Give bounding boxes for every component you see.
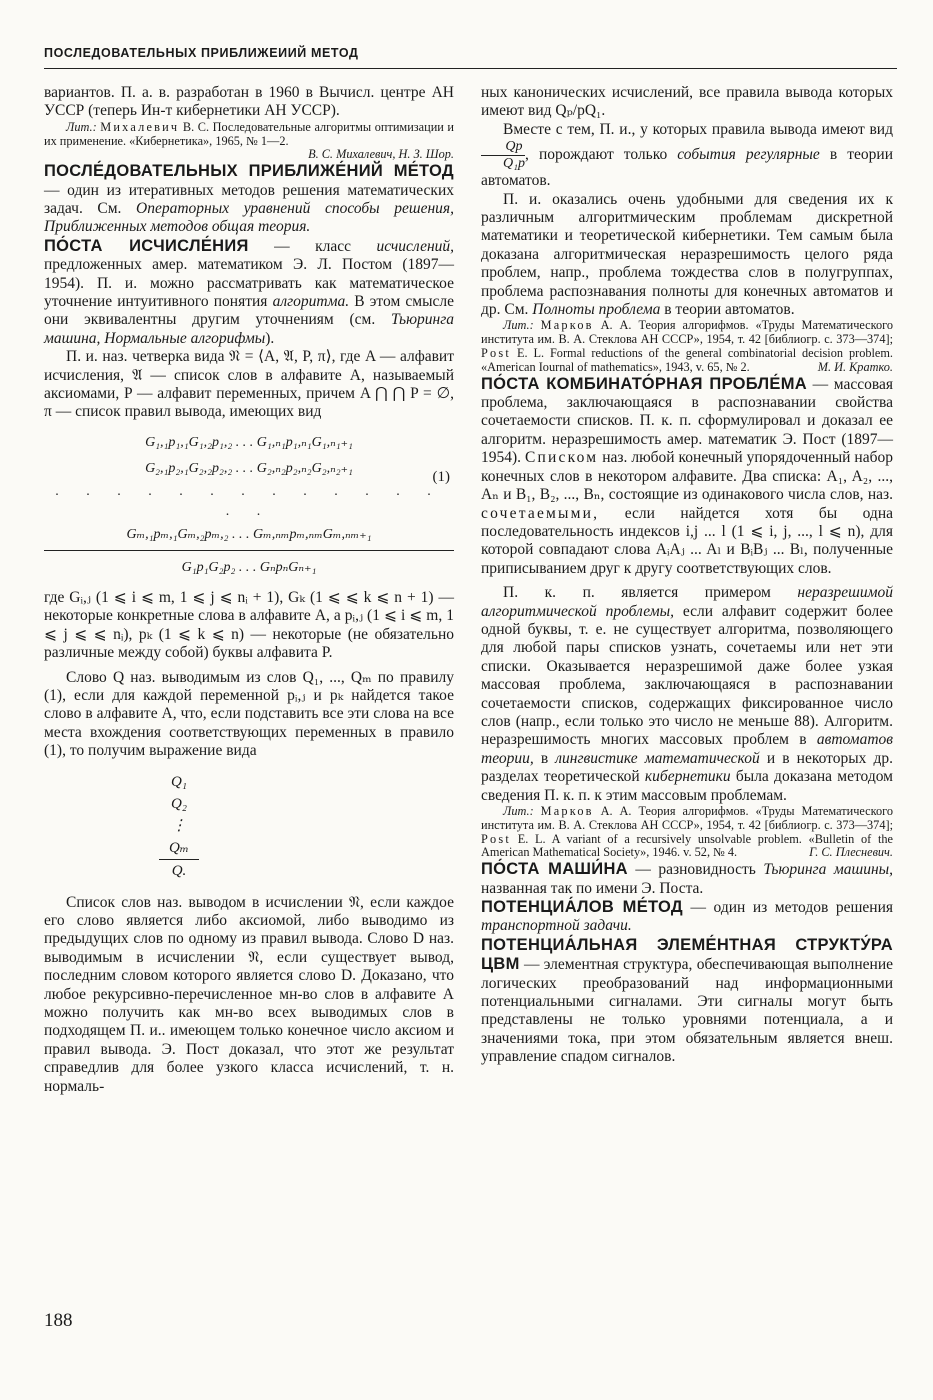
formula-row: Gₘ,₁pₘ,₁Gₘ,₂pₘ,₂ . . . Gₘ,ₙₘpₘ,ₙₘGₘ,ₙₘ₊₁ xyxy=(126,526,372,542)
paragraph: П. и. наз. четверка вида 𝔑 = ⟨A, 𝔄, P, π⟩, где A — алфавит исчисления, 𝔄 — список слов в алфавите A, называемый аксиомами, P — алфавит переменных, причем A ⋂ ⋂ P = ∅, π — список правил вывода, имеющих вид xyxy=(44,348,454,421)
cross-reference: события регулярные xyxy=(677,146,820,164)
headword: ПО́СТА ИСЧИСЛЕ́НИЯ xyxy=(44,236,249,255)
fraction-line xyxy=(44,550,454,551)
entry-post-combinatorial-problem: ПО́СТА КОМБИНАТО́РНАЯ ПРОБЛЕ́МА — массовая проблема, заключающаяся в распознавании свойства сочетаемости списков. П. к. п. сформулировал и доказал ее алгоритм. неразрешимость амер. математик Э. Пост (1897—1954). Списком наз. любой конечный упорядоченный набор конечных слов в некотором алфавите. Два списка: A₁, A₂, ..., Aₙ и B₁, B₂, ..., Bₙ, состоящие из одинакового числа слов, наз. сочетаемыми, если найдется хотя бы одна последовательность индексов i,j ... l (1 ⩽ i, j, ..., l ⩽ n), для которой совпадают слова AᵢAⱼ ... Aₗ и BᵢBⱼ ... Bₗ, получeнные приписыванием друг к другу соответствующих слов. xyxy=(481,374,893,577)
entry-text: ). xyxy=(265,329,275,347)
entry-text: — класс xyxy=(248,237,377,255)
header-rule xyxy=(44,68,897,69)
stack-item: Qₘ xyxy=(168,839,190,856)
entry-text: В этом смысле они эквивалентны другим уточнениям (см. xyxy=(44,293,454,329)
paragraph: Список слов наз. выводом в исчислении 𝔑, если каждое его слово является либо аксиомой, либо выводимо из предыдущих слов по одному из правил вывода. Слово D наз. выводимым в исчислении 𝔑, если существует вывод, последним словом которого является слово D. Доказано, что любое рекурсивно-перечисленное мн-во слов в алфавите A можно получить как мн-во всех выводимых слов в подходящем П. и.. имеющем только конечное число аксиом и правил вывода. Э. Пост доказал, что этот же результат справедлив для более узкого класса исчислений, т. н. нормаль- xyxy=(44,893,454,1095)
cross-reference: Операторных уравнений способы решения, Приближенных методов общая теория. xyxy=(44,200,454,236)
headword: ПОТЕНЦИА́ЛОВ МЕ́ТОД xyxy=(481,898,683,916)
entry-post-machine: ПО́СТА МАШИ́НА — разновидность Тьюринга машины, названная так по имени Э. Поста. xyxy=(481,860,894,897)
entry-text: предложенных амер. математиком Э. Л. Постом (1897—1954). П. и. можно рассматривать как математическое уточнение интуитивного понятия xyxy=(44,256,454,311)
cross-reference: Тьюринга машина, Нормальные алгорифмы xyxy=(44,311,454,347)
running-head: ПОСЛЕДОВАТЕЛЬНЫХ ПРИБЛИЖЕИИЙ МЕТОД xyxy=(44,46,359,60)
lit-label: Лит.: xyxy=(66,119,97,134)
cross-reference: алгоритма. xyxy=(272,293,350,311)
formula-denominator: G₁p₁G₂p₂ . . . GₙpₙGₙ₊₁ xyxy=(181,559,317,575)
entry-post-calculus xyxy=(44,237,454,348)
left-column xyxy=(44,84,454,1096)
author-signature: М. И. Кратко. xyxy=(817,359,893,374)
derivation-stack xyxy=(104,771,254,882)
page-number: 188 xyxy=(44,1310,73,1331)
bibliography: Лит.: Марков А. А. Теория алгорифмов. «Труды Математического института им. В. А. Стеклова АН СССР», 1954, т. 42 [библиогр. с. 373—374]; Post E. L. A variant of a recursively unsolvable problem. «Bulletin of the American Mathematical Society», 1946. v. 52, № 4. Г. С. Плесневич. xyxy=(481,804,893,860)
inference-rule-formula xyxy=(44,430,454,581)
formula-row: G₁,₁p₁,₁G₁,₂p₁,₂ . . . G₁,ₙ₁p₁,ₙ₁G₁,ₙ₁₊₁ xyxy=(145,434,353,450)
author-signature: Г. С. Плесневич. xyxy=(809,845,893,860)
headword: ПО́СТА КОМБИНАТО́РНАЯ ПРОБЛЕ́МА xyxy=(481,374,807,393)
paragraph: вариантов. П. а. в. разработан в 1960 в Вычисл. центре АН УССР (теперь Ин-т кибернетики АН УССР). xyxy=(44,84,454,120)
headword: ПОСЛЕ́ДОВАТЕЛЬНЫХ ПРИБЛИЖЕ́НИЙ МЕ́ТОД xyxy=(44,162,454,181)
cross-reference: исчислений, xyxy=(376,237,455,255)
stack-item: Q₁ xyxy=(170,773,188,790)
formula-dots: . . . . . . . . . . . . . . . xyxy=(55,483,443,519)
cross-reference: Полноты проблема xyxy=(532,301,661,319)
paragraph: Вместе с тем, П. и., у которых правила вывода имеют вид $\frac{Qp}{\text{Q₁p}}$ , порождают только события регулярные в теории автоматов. xyxy=(481,120,893,190)
formula-row: G₂,₁p₂,₁G₂,₂p₂,₂ . . . G₂,ₙ₂p₂,ₙ₂G₂,ₙ₂₊₁ xyxy=(145,460,353,476)
paragraph: где Gᵢ,ⱼ (1 ⩽ i ⩽ m, 1 ⩽ j ⩽ nᵢ + 1), Gₖ (1 ⩽ ⩽ k ⩽ n + 1) — некоторые конкретные слова в алфавите A, а pᵢ,ⱼ (1 ⩽ i ⩽ m, 1 ⩽ j ⩽ ⩽ nᵢ), pₖ (1 ⩽ k ⩽ n) — некоторые (не обязательно различные между собой) буквы алфавита P. xyxy=(44,588,454,662)
lit-author: Михалевич xyxy=(100,119,180,134)
headword: ПОТЕНЦИА́ЛЬНАЯ ЭЛЕМЕ́НТНАЯ СТРУКТУ́РА ЦВМ xyxy=(481,935,893,974)
entry-sequential-approximation xyxy=(44,162,454,237)
entry-potential-element-structure: ПОТЕНЦИА́ЛЬНАЯ ЭЛЕМЕ́НТНАЯ СТРУКТУ́РА ЦВМ — элементная структура, обеспечивающая выполнение логических преобразований над информационными потенциальными сигналами. Эти сигналы могут быть представлены не только уровнями потенциала, а и значениями тока, при этом обязательным является внеш. управление спадом сигналов. xyxy=(481,935,893,1066)
lit-text: В. С. Последовательные алгоритмы оптимизации и их применение. «Кибернетика», 1965, № 1—2. xyxy=(44,119,455,148)
entry-text: — один из итеративных методов решения математических задач. См. xyxy=(44,181,454,218)
stack-item: Q₂ xyxy=(170,795,188,812)
author-signature: В. С. Михалевич, Н. З. Шор. xyxy=(308,147,454,162)
bibliography: Лит.: Марков А. А. Теория алгорифмов. «Труды Математического института им. В. А. Стеклова АН СССР», 1954, т. 42 [библиогр. с. 373—374]; Post E. L. Formal reductions of the general combinatorial decision problem. «American Iournal of mathematics», 1943, v. 65, № 2. М. И. Кратко. xyxy=(481,318,894,374)
right-column xyxy=(481,84,893,1067)
formula-number: (1) xyxy=(432,468,450,485)
fraction: $\frac{Qp}{\text{Q₁p}}$ xyxy=(481,139,525,172)
entry-potentials-method: ПОТЕНЦИА́ЛОВ МЕ́ТОД — один из методов решения транспортной задачи. xyxy=(481,898,893,935)
bibliography xyxy=(44,119,455,162)
stack-item: Q. xyxy=(171,862,187,879)
paragraph: Слово Q наз. выводимым из слов Q₁, ..., Qₘ по правилу (1), если для каждой переменной pᵢ,ⱼ и pₖ найдется такое слово в алфавите A, что, если подставить все эти слова на все места вхождения соответствующих переменных в правило (1), то получим выражение вида xyxy=(44,668,454,760)
stack-item: ⋮ xyxy=(171,817,187,834)
paragraph: ных канонических исчислений, все правила вывода которых имеют вид Qₚ/pQ₁. xyxy=(481,84,893,120)
paragraph: П. к. п. является примером неразрешимой алгоритмической проблемы, если алфавит содержит более одной буквы, т. е. не существует алгоритма, позволяющего для любой пары списков узнать, сочетаемы или нет эти списки. Оказывается неразрешимой даже более узкая массовая проблема, заключающаяся в распознавании сочетаемости списков, содержащих фиксированное число слов (напр., если только это число не меньше 88). Алгоритм. неразрешимость многих массовых проблем в автоматов теории, в лингвистике математической и в некоторых др. разделах теоретической кибернетики была доказана методом сведения П. к. п. к этим массовым проблемам. xyxy=(481,584,894,804)
paragraph: П. и. оказались очень удобными для сведения их к различным алгоритмическим проблемам дискретной математики и теоретической кибернетики. Тем самым была доказана алгоритмическая неразрешимость целого ряда проблем, напр., проблема тождества слов в полугруппах, проблема распознавания полноты для конечных автоматов и др. См. Полноты проблема в теории автоматов. xyxy=(481,190,893,319)
headword: ПО́СТА МАШИ́НА xyxy=(481,860,628,879)
